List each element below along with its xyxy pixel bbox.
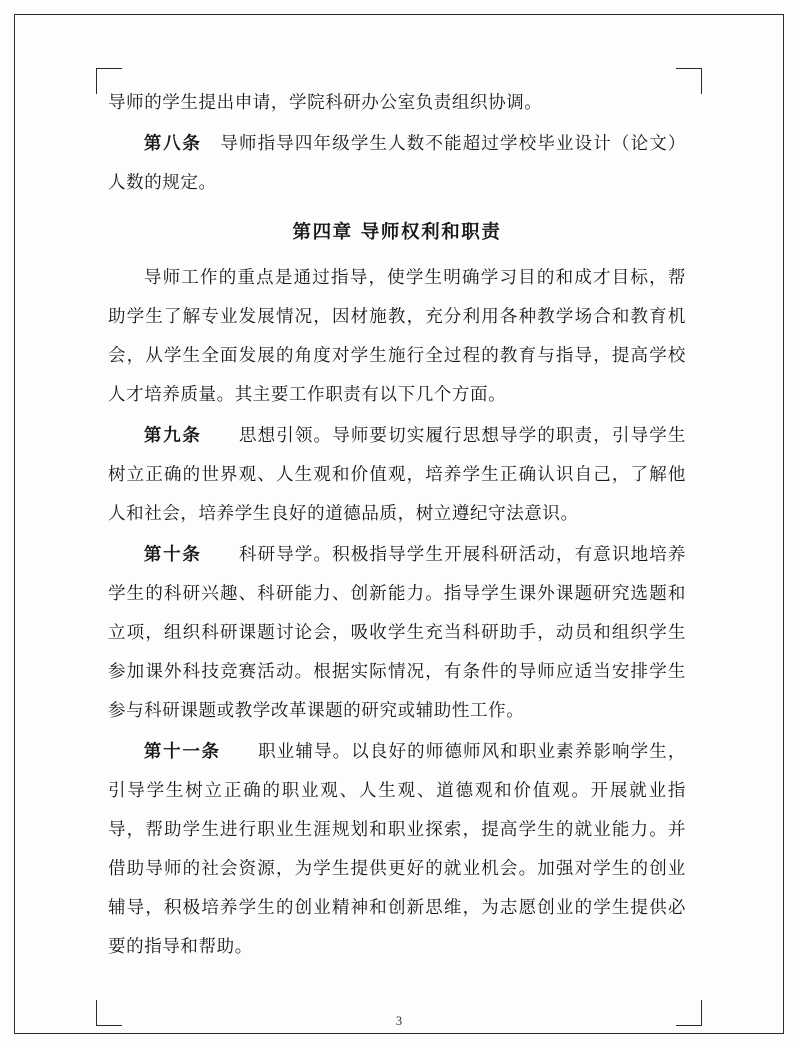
paragraph-continuation (108, 84, 686, 123)
page-number: 3 (395, 1014, 403, 1028)
article-8-label: 第八条 (143, 134, 202, 154)
chapter-4-title: 第四章 导师权利和职责 (292, 222, 502, 243)
chapter-4-intro (108, 259, 686, 415)
article-10 (108, 536, 686, 731)
paragraph-text: 导师的学生提出申请，学院科研办公室负责组织协调。 (108, 93, 543, 113)
article-8-text: 导师指导四年级学生人数不能超过学校毕业设计（论文）人数的规定。 (108, 134, 687, 193)
article-10-text: 科研导学。积极指导学生开展科研活动，有意识地培养学生的科研兴趣、科研能力、创新能力。指导学生课外课题研究选题和立项，组织科研课题讨论会，吸收学生充当科研助手，动员和组织学生参加课外科技竞赛活动。根据实际情况，有条件的导师应适当安排学生参与科研课题或教学改革课题的研究或辅助性工作。 (108, 545, 687, 721)
article-11 (108, 733, 686, 967)
document-body (108, 84, 686, 969)
article-9 (108, 417, 686, 534)
chapter-4-intro-text: 导师工作的重点是通过指导，使学生明确学习目的和成才目标，帮助学生了解专业发展情况，因材施教，充分利用各种教学场合和教育机会，从学生全面发展的角度对学生施行全过程的教育与指导，提高学校人才培养质量。其主要工作职责有以下几个方面。 (108, 268, 686, 405)
article-11-text: 职业辅导。以良好的师德师风和职业素养影响学生，引导学生树立正确的职业观、人生观、道德观和价值观。开展就业指导，帮助学生进行职业生涯规划和职业探索，提高学生的就业能力。并借助导师的社会资源，为学生提供更好的就业机会。加强对学生的创业辅导，积极培养学生的创业精神和创新思维，为志愿创业的学生提供必要的指导和帮助。 (108, 742, 686, 957)
article-10-label: 第十条 (143, 545, 202, 565)
article-9-text: 思想引领。导师要切实履行思想导学的职责，引导学生树立正确的世界观、人生观和价值观，培养学生正确认识自己，了解他人和社会，培养学生良好的道德品质，树立遵纪守法意识。 (108, 426, 687, 524)
article-11-label: 第十一条 (143, 742, 221, 762)
article-9-label: 第九条 (143, 426, 202, 446)
article-8 (108, 125, 686, 203)
